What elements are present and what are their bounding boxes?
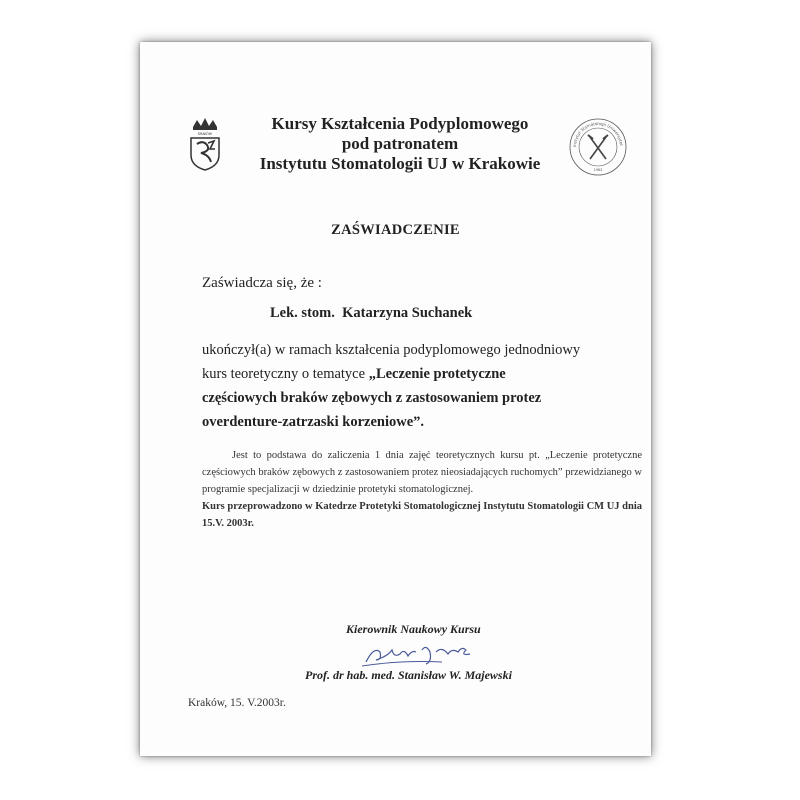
seal-year: 1963	[593, 168, 603, 172]
note-text: Jest to podstawa do zaliczenia 1 dnia zajęć teoretycznych kursu pt. „Leczenie protetyczne częściowych braków zębowych z zastosowaniem protez nieosiadających ruchomych” przewidzianego w programie specjalizacji w dziedzinie protetyki stomatologicznej.	[202, 450, 642, 495]
header-line-3: Instytutu Stomatologii UJ w Krakowie	[259, 154, 541, 173]
recipient-name: Lek. stom. Katarzyna Suchanek	[270, 305, 473, 321]
seal-ring-text: Instytut Stomatologii Uniwersytet	[571, 120, 624, 148]
body-line-2	[202, 362, 622, 386]
body-line-3	[202, 386, 622, 410]
body-line-4	[202, 410, 622, 434]
institute-seal-logo	[568, 115, 628, 179]
certificate-sheet	[140, 42, 651, 756]
course-title-part-1: „Leczenie protetyczne	[368, 366, 506, 382]
handwritten-signature	[362, 638, 492, 668]
note-bold-text: Kurs przeprowadzono w Katedrze Protetyki Stomatologicznej Instytutu Stomatologii CM UJ dnia 15.V. 2003r.	[202, 501, 642, 529]
header-line-1: Kursy Kształcenia Podyplomowego	[271, 114, 529, 133]
header	[240, 114, 560, 174]
place-and-date: Kraków, 15. V.2003r.	[188, 697, 286, 709]
certificate-body	[202, 338, 622, 434]
course-title-part-3: overdenture-zatrzaski korzeniowe”.	[202, 414, 425, 430]
krakow-crest-logo	[187, 117, 223, 171]
document-title: ZAŚWIADCZENIE	[331, 222, 460, 238]
signatory-name: Prof. dr hab. med. Stanisław W. Majewski	[305, 668, 512, 682]
body-line-2-prefix: kurs teoretyczny o tematyce	[202, 366, 369, 382]
crest-caption: KRAKÓW	[198, 132, 212, 136]
note-paragraph	[202, 447, 642, 532]
body-line-1: ukończył(a) w ramach kształcenia podyplomowego jednodniowy	[202, 342, 581, 358]
header-line-2: pod patronatem	[341, 134, 459, 153]
signatory-role: Kierownik Naukowy Kursu	[346, 622, 481, 636]
svg-text:Instytut Stomatologii Uniwersy	[568, 115, 624, 147]
course-title-part-2: częściowych braków zębowych z zastosowaniem protez	[202, 390, 542, 406]
intro-text: Zaświadcza się, że :	[202, 275, 322, 291]
